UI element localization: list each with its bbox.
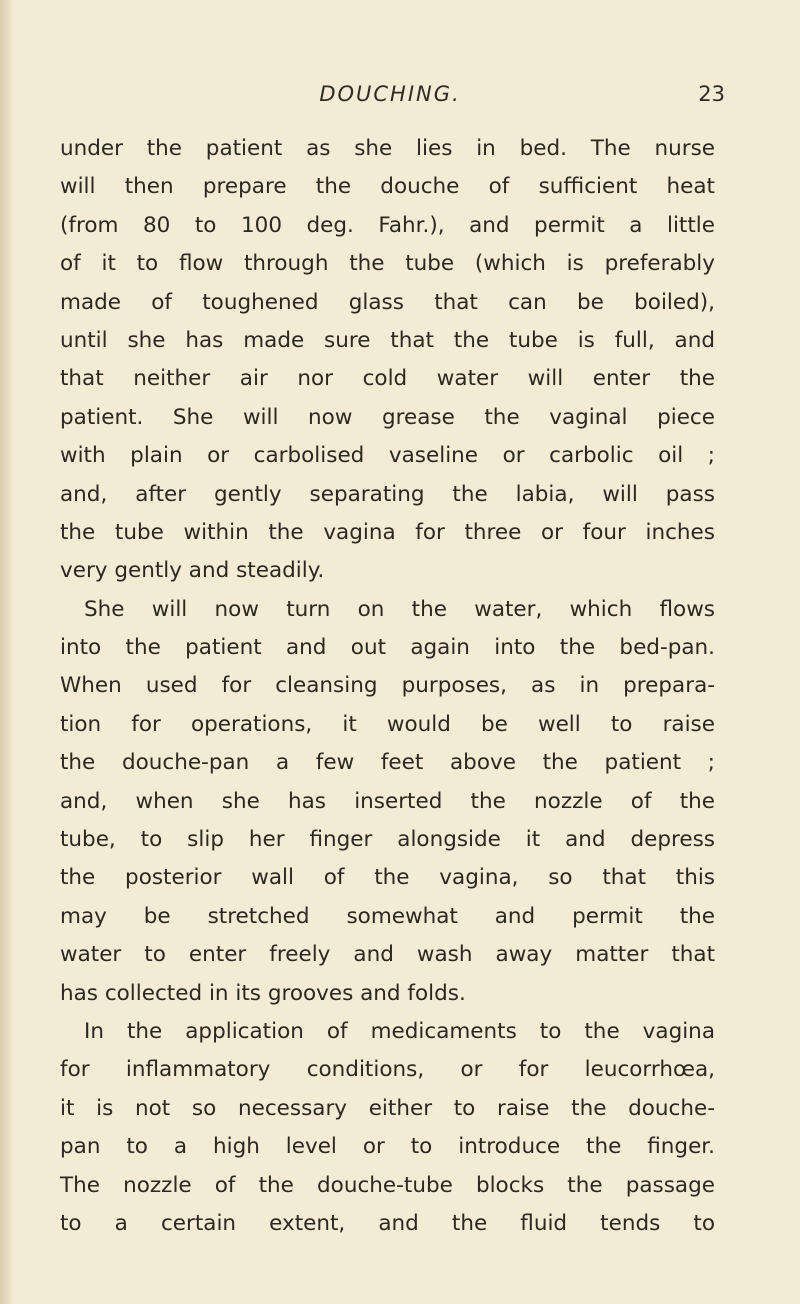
text-line: for inflammatory conditions, or for leucorrhœa, [60,1057,715,1083]
text-line: until she has made sure that the tube is full, and [60,327,715,353]
text-line: that neither air nor cold water will enter the [60,366,715,392]
text-line: In the application of medicaments to the vagina [84,1018,715,1044]
page-header [60,82,725,118]
text-line: patient. She will now grease the vaginal piece [60,404,715,430]
text-line: pan to a high level or to introduce the finger. [60,1134,715,1160]
text-line: and, after gently separating the labia, will pass [60,481,715,507]
page-number: 23 [698,82,725,106]
text-line: (from 80 to 100 deg. Fahr.), and permit a little [60,212,715,238]
text-line: with plain or carbolised vaseline or carbolic oil ; [60,443,715,469]
text-line: may be stretched somewhat and permit the [60,903,715,929]
text-line: of it to flow through the tube (which is preferably [60,251,715,277]
text-line: it is not so necessary either to raise the douche- [60,1095,715,1121]
text-line: the douche-pan a few feet above the patient ; [60,750,715,776]
text-line: made of toughened glass that can be boiled), [60,289,715,315]
text-line: tion for operations, it would be well to raise [60,711,715,737]
page-gutter-shadow [0,0,14,1304]
text-line: to a certain extent, and the fluid tends to [60,1210,715,1236]
text-line: under the patient as she lies in bed. The nurse [60,136,715,161]
text-line: has collected in its grooves and folds. [60,980,466,1006]
text-line: and, when she has inserted the nozzle of the [60,788,715,814]
text-line: into the patient and out again into the bed-pan. [60,635,715,661]
text-line: the posterior wall of the vagina, so that this [60,865,715,891]
text-line: The nozzle of the douche-tube blocks the passage [60,1172,715,1198]
body-text [60,130,715,1243]
text-line: tube, to slip her finger alongside it and depress [60,827,715,853]
text-line: will then prepare the douche of sufficient heat [60,174,715,200]
text-line: She will now turn on the water, which flows [84,596,715,622]
text-line: When used for cleansing purposes, as in prepara- [60,673,715,699]
text-line: water to enter freely and wash away matter that [60,942,715,968]
running-head: DOUCHING. [319,82,461,106]
text-line: very gently and steadily. [60,558,325,584]
text-line: the tube within the vagina for three or four inches [60,519,715,545]
